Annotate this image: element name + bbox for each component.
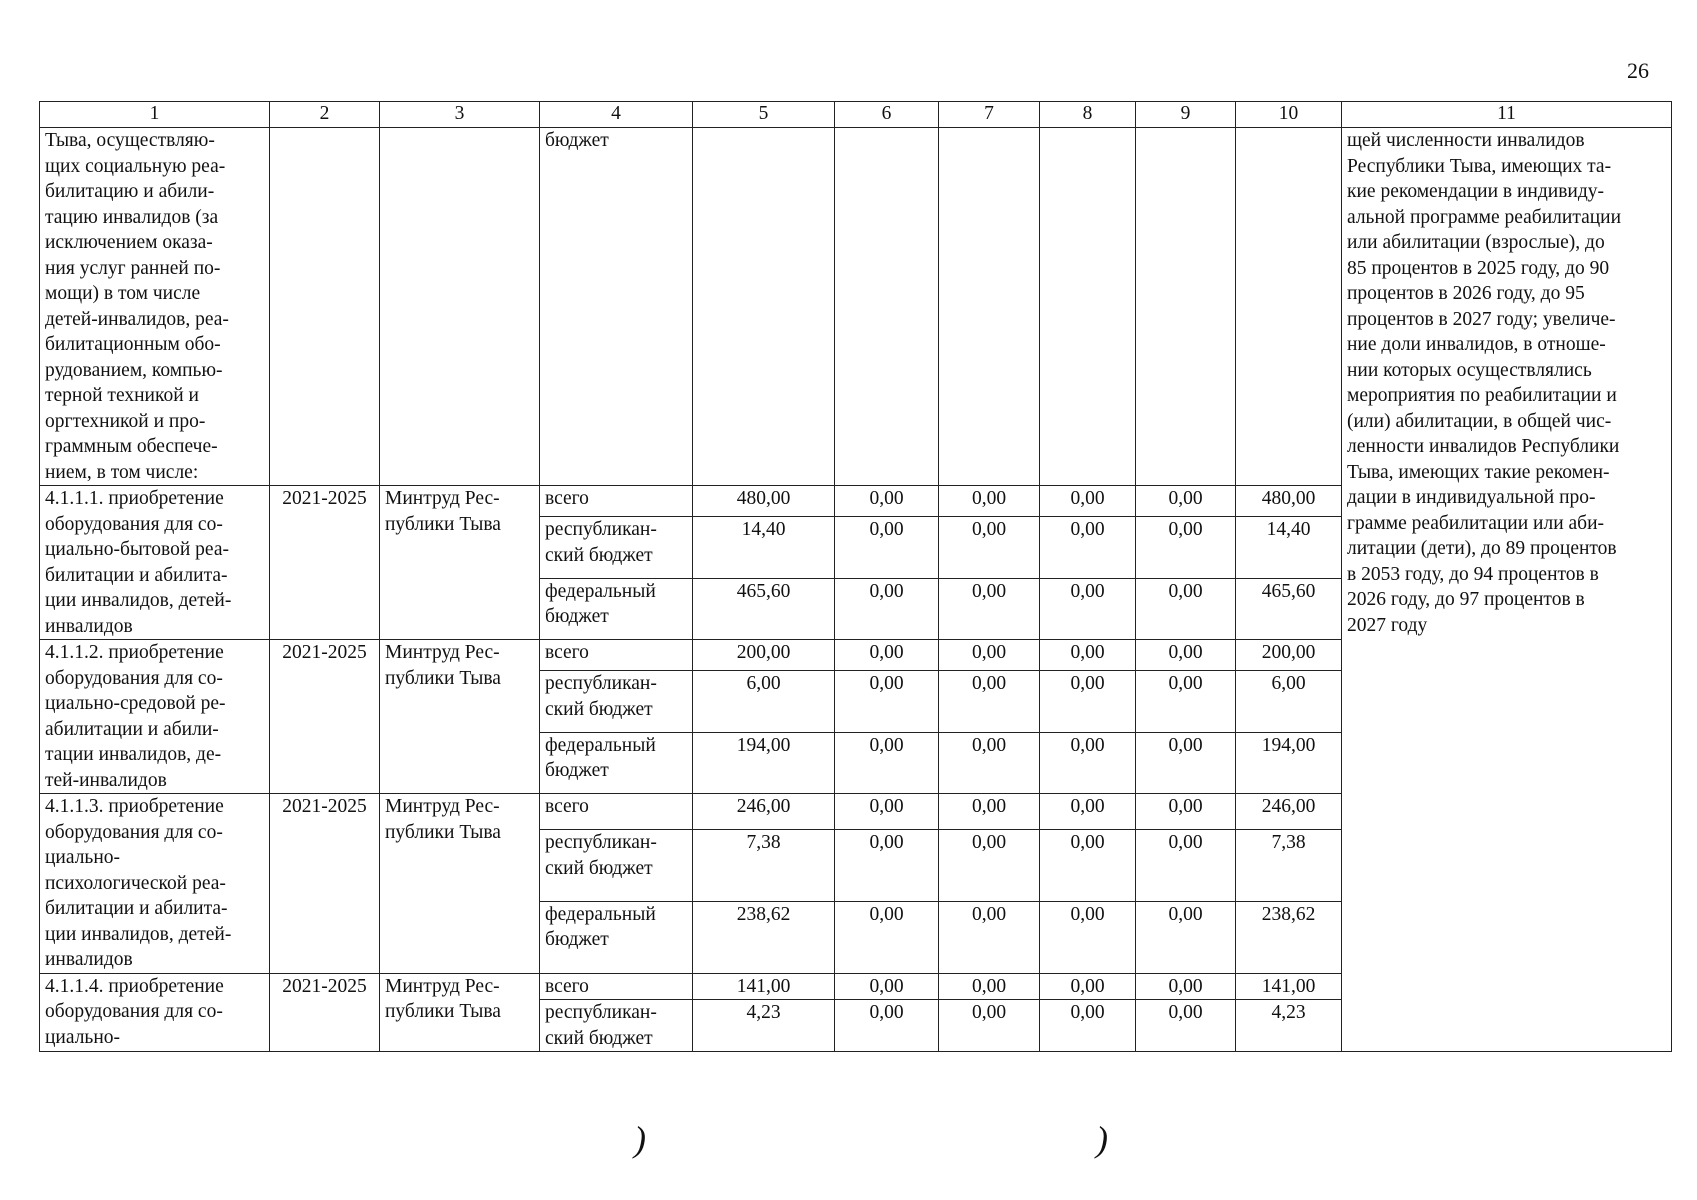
funding-source: республикан- ский бюджет (540, 671, 693, 732)
value-cell: 0,00 (939, 578, 1040, 639)
value-cell: 465,60 (1236, 578, 1342, 639)
value-cell: 0,00 (1040, 640, 1136, 671)
value-cell: 246,00 (693, 794, 835, 830)
value-cell: 480,00 (1236, 486, 1342, 517)
executor-cell: Минтруд Рес- публики Тыва (380, 794, 540, 974)
value-cell: 0,00 (1136, 794, 1236, 830)
value-cell: 0,00 (939, 830, 1040, 902)
column-header: 8 (1040, 102, 1136, 128)
footer-mark: ) (634, 1119, 646, 1159)
value-cell: 0,00 (1040, 794, 1136, 830)
activity-description: Тыва, осуществляю- щих социальную реа- билитацию и абили- тацию инвалидов (за исключением оказа- ния услуг ранней по- мощи) в том числе детей-инвалидов, реа- билитационным обо- рудованием, компью- терной техникой и оргтехникой и про- граммным обеспече- нием, в том числе: (40, 128, 270, 486)
executor-cell (380, 128, 540, 486)
value-cell: 0,00 (1136, 973, 1236, 1000)
value-cell: 246,00 (1236, 794, 1342, 830)
activity-description: 4.1.1.4. приобретение оборудования для со- циально- (40, 973, 270, 1052)
value-cell: 0,00 (1136, 578, 1236, 639)
value-cell: 0,00 (1136, 901, 1236, 973)
value-cell (1136, 128, 1236, 486)
funding-source: республикан- ский бюджет (540, 1000, 693, 1052)
value-cell: 194,00 (693, 732, 835, 793)
value-cell: 0,00 (939, 486, 1040, 517)
value-cell: 0,00 (1040, 973, 1136, 1000)
funding-source: республикан- ский бюджет (540, 517, 693, 578)
value-cell: 0,00 (1040, 671, 1136, 732)
funding-source: федеральный бюджет (540, 578, 693, 639)
funding-source: всего (540, 486, 693, 517)
value-cell: 0,00 (1136, 517, 1236, 578)
value-cell: 0,00 (1040, 486, 1136, 517)
value-cell (1040, 128, 1136, 486)
expected-result: щей численности инвалидов Республики Тыва, имеющих та- кие рекомендации в индивиду- альной программе реабилитации или абилитации (взрослые), до 85 процентов в 2025 году, до 90 процентов в 2026 году, до 95 процентов в 2027 году; увеличе- ние доли инвалидов, в отноше- нии которых осуществлялись мероприятия по реабилитации и (или) абилитации, в общей чис- ленности инвалидов Республики Тыва, имеющих такие рекомен- дации в индивидуальной про- грамме реабилитации или аби- литации (дети), до 89 процентов в 2053 году, до 94 процентов в 2026 году, до 97 процентов в 2027 году (1342, 128, 1672, 1052)
value-cell: 0,00 (1136, 486, 1236, 517)
table-row (40, 128, 1672, 486)
executor-cell: Минтруд Рес- публики Тыва (380, 486, 540, 640)
value-cell: 200,00 (1236, 640, 1342, 671)
page-number: 26 (1627, 58, 1649, 83)
value-cell (939, 128, 1040, 486)
value-cell: 0,00 (939, 1000, 1040, 1052)
value-cell: 0,00 (1040, 517, 1136, 578)
years-cell: 2021-2025 (270, 640, 380, 794)
activity-description: 4.1.1.2. приобретение оборудования для со- циально-средовой ре- абилитации и абили- тации инвалидов, де- тей-инвалидов (40, 640, 270, 794)
years-cell (270, 128, 380, 486)
funding-source: федеральный бюджет (540, 732, 693, 793)
value-cell: 0,00 (939, 671, 1040, 732)
value-cell: 0,00 (1040, 1000, 1136, 1052)
value-cell: 0,00 (1040, 830, 1136, 902)
value-cell: 0,00 (939, 973, 1040, 1000)
value-cell: 465,60 (693, 578, 835, 639)
value-cell: 0,00 (835, 973, 939, 1000)
value-cell: 0,00 (939, 901, 1040, 973)
value-cell (693, 128, 835, 486)
executor-cell: Минтруд Рес- публики Тыва (380, 973, 540, 1052)
column-header: 4 (540, 102, 693, 128)
value-cell: 141,00 (693, 973, 835, 1000)
value-cell (1236, 128, 1342, 486)
value-cell: 0,00 (835, 671, 939, 732)
value-cell: 14,40 (693, 517, 835, 578)
funding-source: всего (540, 794, 693, 830)
value-cell: 0,00 (1136, 830, 1236, 902)
column-header: 7 (939, 102, 1040, 128)
years-cell: 2021-2025 (270, 973, 380, 1052)
column-header: 9 (1136, 102, 1236, 128)
value-cell: 0,00 (835, 901, 939, 973)
value-cell (835, 128, 939, 486)
value-cell: 7,38 (693, 830, 835, 902)
value-cell: 0,00 (939, 732, 1040, 793)
value-cell: 238,62 (693, 901, 835, 973)
value-cell: 0,00 (1136, 1000, 1236, 1052)
years-cell: 2021-2025 (270, 794, 380, 974)
column-header: 1 (40, 102, 270, 128)
value-cell: 141,00 (1236, 973, 1342, 1000)
program-table (39, 101, 1672, 1052)
value-cell: 0,00 (1040, 901, 1136, 973)
value-cell: 0,00 (939, 640, 1040, 671)
funding-source: бюджет (540, 128, 693, 486)
value-cell: 14,40 (1236, 517, 1342, 578)
value-cell: 0,00 (939, 794, 1040, 830)
value-cell: 4,23 (693, 1000, 835, 1052)
value-cell: 0,00 (939, 517, 1040, 578)
value-cell: 0,00 (835, 830, 939, 902)
value-cell: 0,00 (1136, 732, 1236, 793)
value-cell: 6,00 (693, 671, 835, 732)
value-cell: 0,00 (1040, 578, 1136, 639)
value-cell: 7,38 (1236, 830, 1342, 902)
funding-source: республикан- ский бюджет (540, 830, 693, 902)
activity-description: 4.1.1.3. приобретение оборудования для со- циально- психологической реа- билитации и абилита- ции инвалидов, детей- инвалидов (40, 794, 270, 974)
activity-description: 4.1.1.1. приобретение оборудования для со- циально-бытовой реа- билитации и абилита- ции инвалидов, детей- инвалидов (40, 486, 270, 640)
executor-cell: Минтруд Рес- публики Тыва (380, 640, 540, 794)
value-cell: 0,00 (835, 640, 939, 671)
value-cell: 6,00 (1236, 671, 1342, 732)
column-header: 3 (380, 102, 540, 128)
value-cell: 0,00 (835, 794, 939, 830)
value-cell: 0,00 (1040, 732, 1136, 793)
value-cell: 200,00 (693, 640, 835, 671)
column-header: 11 (1342, 102, 1672, 128)
value-cell: 194,00 (1236, 732, 1342, 793)
value-cell: 480,00 (693, 486, 835, 517)
column-header: 6 (835, 102, 939, 128)
value-cell: 0,00 (835, 732, 939, 793)
funding-source: всего (540, 973, 693, 1000)
footer-mark: ) (1096, 1119, 1108, 1159)
funding-source: федеральный бюджет (540, 901, 693, 973)
column-header: 5 (693, 102, 835, 128)
value-cell: 0,00 (1136, 671, 1236, 732)
funding-source: всего (540, 640, 693, 671)
value-cell: 0,00 (835, 1000, 939, 1052)
value-cell: 0,00 (1136, 640, 1236, 671)
column-header: 10 (1236, 102, 1342, 128)
header-row (40, 102, 1672, 128)
value-cell: 4,23 (1236, 1000, 1342, 1052)
value-cell: 0,00 (835, 578, 939, 639)
value-cell: 0,00 (835, 517, 939, 578)
years-cell: 2021-2025 (270, 486, 380, 640)
column-header: 2 (270, 102, 380, 128)
value-cell: 0,00 (835, 486, 939, 517)
value-cell: 238,62 (1236, 901, 1342, 973)
